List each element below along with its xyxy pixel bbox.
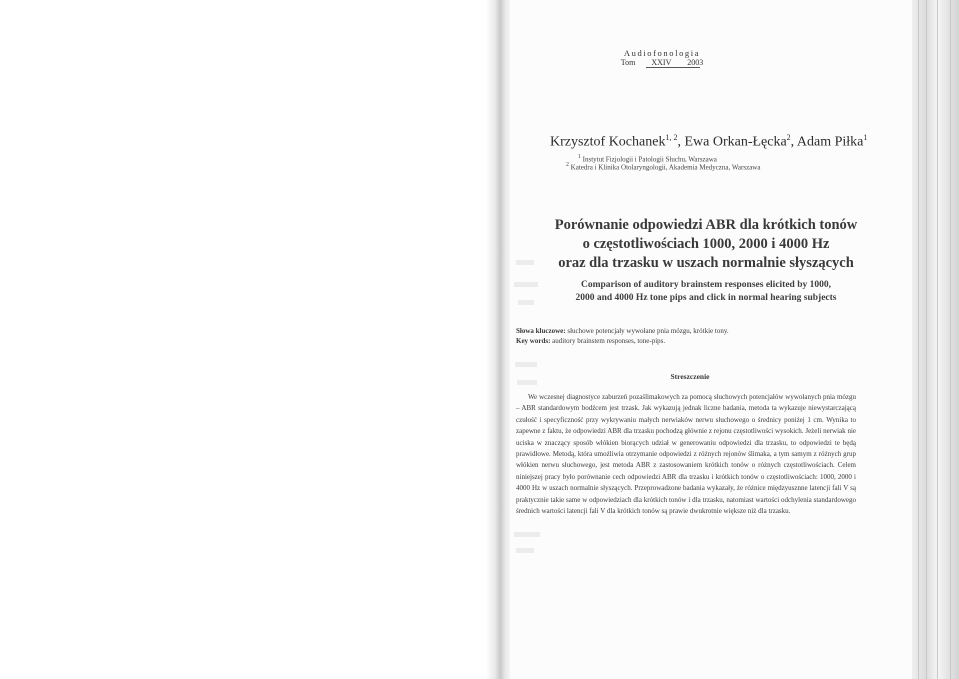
volume-underline <box>646 67 700 68</box>
page-edge-line <box>950 0 951 679</box>
journal-name: Audiofonologia <box>623 48 701 58</box>
affiliation <box>566 162 760 171</box>
author-name: Ewa Orkan-Łęcka <box>684 134 787 150</box>
title-line: oraz dla trzasku w uszach normalnie słyszących <box>558 255 854 271</box>
affiliation-text: Katedra i Klinika Otolaryngologii, Akademia Medyczna, Warszawa <box>570 163 761 172</box>
abstract-heading: Streszczenie <box>670 372 710 381</box>
page-edge-line <box>937 0 938 679</box>
keywords-text: auditory brainstem responses, tone-pips. <box>550 337 666 345</box>
bleed-mark <box>514 532 540 537</box>
authors-line <box>550 133 868 151</box>
volume-year: 2003 <box>687 58 704 67</box>
volume-label: Tom XXIV <box>620 58 672 67</box>
affiliation-mark: 1 <box>578 154 581 160</box>
keywords-label: Słowa kluczowe: <box>516 327 566 335</box>
title-line: Porównanie odpowiedzi ABR dla krótkich tonów <box>554 217 858 233</box>
title-polish <box>510 216 902 273</box>
affiliation-text: Instytut Fizjologii i Patologii Słuchu, Warszawa <box>582 155 717 164</box>
author-affiliation-mark: 1, 2 <box>665 133 678 142</box>
bleed-mark <box>516 548 534 553</box>
bleed-mark <box>515 362 537 367</box>
title-english <box>510 279 902 305</box>
keywords-block <box>516 326 856 346</box>
author-affiliation-mark: 1 <box>863 133 868 142</box>
author-name: Adam Piłka <box>796 134 864 150</box>
page-edge-stack <box>912 0 959 679</box>
book-gutter <box>486 0 512 679</box>
title-line: o częstotliwościach 1000, 2000 i 4000 Hz <box>582 236 830 252</box>
abstract-body: We wczesnej diagnostyce zaburzeń pozaślimakowych za pomocą słuchowych potencjałów wywołanych pnia mózgu – ABR standardowym bodźcem jest trzask. Jak wykazują jednak liczne badania, metoda ta wykazuje niewystarczającą czułość i specyficzność przy wykrywaniu małych nerwiaków nerwu słuchowego o średnicy poniżej 1 cm. Wynika to zapewne z faktu, że odpowiedzi ABR dla trzasku pochodzą głównie z rejonu częstotliwości wysokich. Jeżeli nerwiak nie uciska w znaczący sposób włókien biorących udział w generowaniu odpowiedzi dla trzasku, to odpowiedzi te będą prawidłowe. Metodą, która umożliwia otrzymanie odpowiedzi z różnych rejonów ślimaka, a tym samym z różnych grup włókien nerwu słuchowego, jest metoda ABR z zastosowaniem krótkich tonów o różnych częstotliwościach. Celem niniejszej pracy było porównanie cech odpowiedzi ABR dla trzasku i krótkich tonów o częstotliwościach: 1000, 2000 i 4000 Hz w uszach normalnie słyszących. Przeprowadzone badania wykazały, że różnice międzyusznne latencji fali V są praktycznie takie same w odpowiedziach dla krótkich tonów i dla trzasku, natomiast wartości odchylenia standardowego średnich wartości latencji fali V dla krótkich tonów są prawie dwukrotnie większe niż dla trzasku. <box>516 393 856 516</box>
author-separator: , <box>677 134 685 150</box>
journal-volume <box>612 58 712 67</box>
author-affiliation-mark: 2 <box>786 133 791 142</box>
page-edge-line <box>926 0 927 679</box>
affiliation-mark: 2 <box>566 162 569 168</box>
title-line: Comparison of auditory brainstem responses elicited by 1000, <box>581 280 831 290</box>
author-separator: , <box>790 134 797 150</box>
title-line: 2000 and 4000 Hz tone pips and click in normal hearing subjects <box>575 293 837 303</box>
page-edge-line <box>918 0 919 679</box>
keywords-english <box>516 336 856 346</box>
author-name: Krzysztof Kochanek <box>550 134 666 150</box>
keywords-polish <box>516 326 856 336</box>
keywords-text: słuchowe potencjały wywołane pnia mózgu, krótkie tony. <box>565 327 729 335</box>
keywords-label: Key words: <box>516 337 551 345</box>
bleed-mark <box>517 380 537 385</box>
